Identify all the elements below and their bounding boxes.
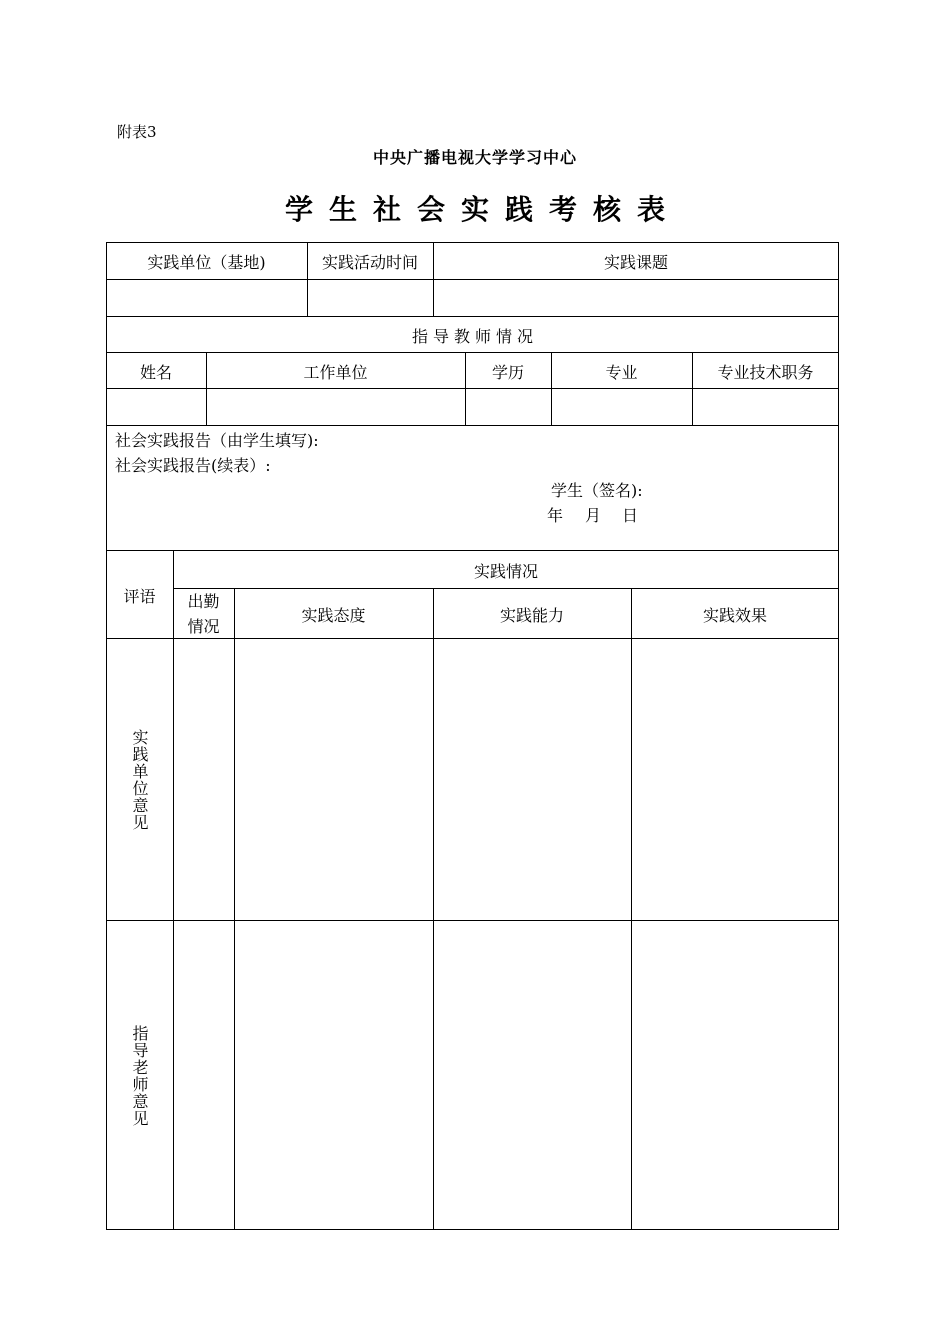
instructor-major-header: 专业 <box>605 362 638 382</box>
student-signature-label: 学生（签名): <box>551 481 643 500</box>
instructor-workplace-header: 工作单位 <box>303 362 368 382</box>
instructor-section-header: 指导教师情况 <box>411 326 538 346</box>
form-title: 学生社会实践考核表 <box>284 193 681 226</box>
instructor-education-field[interactable] <box>465 389 551 426</box>
teacher-opinion-label-cell <box>106 921 173 1230</box>
attendance-header <box>173 589 234 639</box>
practice-unit-field[interactable] <box>106 280 307 317</box>
attendance-header-line1: 出勤 <box>187 592 220 611</box>
ability-header: 实践能力 <box>499 605 564 625</box>
report-label: 社会实践报告（由学生填写): <box>115 431 319 450</box>
attitude-header: 实践态度 <box>301 605 366 625</box>
unit-opinion-label: 实践单位意见 <box>130 729 149 831</box>
date-year-label: 年 <box>547 506 564 525</box>
teacher-attendance-field[interactable] <box>173 921 234 1230</box>
comments-label: 评语 <box>123 586 156 606</box>
effect-header: 实践效果 <box>702 605 767 625</box>
practice-situation-header: 实践情况 <box>473 561 538 581</box>
instructor-name-header: 姓名 <box>139 362 172 382</box>
date-day-label: 日 <box>622 506 639 525</box>
date-month-label: 月 <box>585 506 602 525</box>
annex-label: 附表3 <box>117 123 157 141</box>
unit-effect-field[interactable] <box>631 639 839 921</box>
instructor-title-header: 专业技术职务 <box>717 362 814 382</box>
report-continued-label: 社会实践报告(续表）: <box>115 456 271 475</box>
unit-attitude-field[interactable] <box>234 639 433 921</box>
instructor-workplace-field[interactable] <box>206 389 465 426</box>
organization-name: 中央广播电视大学学习中心 <box>372 148 577 167</box>
instructor-major-field[interactable] <box>551 389 692 426</box>
assessment-table <box>106 242 839 1230</box>
teacher-opinion-label: 指导老师意见 <box>130 1024 149 1127</box>
practice-topic-field[interactable] <box>433 280 839 317</box>
practice-topic-header: 实践课题 <box>603 252 668 272</box>
unit-attendance-field[interactable] <box>173 639 234 921</box>
instructor-title-field[interactable] <box>692 389 839 426</box>
teacher-effect-field[interactable] <box>631 921 839 1230</box>
unit-ability-field[interactable] <box>433 639 631 921</box>
attendance-header-line2: 情况 <box>187 617 220 636</box>
unit-opinion-label-cell <box>106 639 173 921</box>
practice-unit-header: 实践单位（基地) <box>147 252 266 272</box>
teacher-ability-field[interactable] <box>433 921 631 1230</box>
instructor-name-field[interactable] <box>106 389 206 426</box>
teacher-attitude-field[interactable] <box>234 921 433 1230</box>
practice-time-header: 实践活动时间 <box>321 252 418 272</box>
practice-time-field[interactable] <box>307 280 433 317</box>
instructor-education-header: 学历 <box>491 362 524 382</box>
